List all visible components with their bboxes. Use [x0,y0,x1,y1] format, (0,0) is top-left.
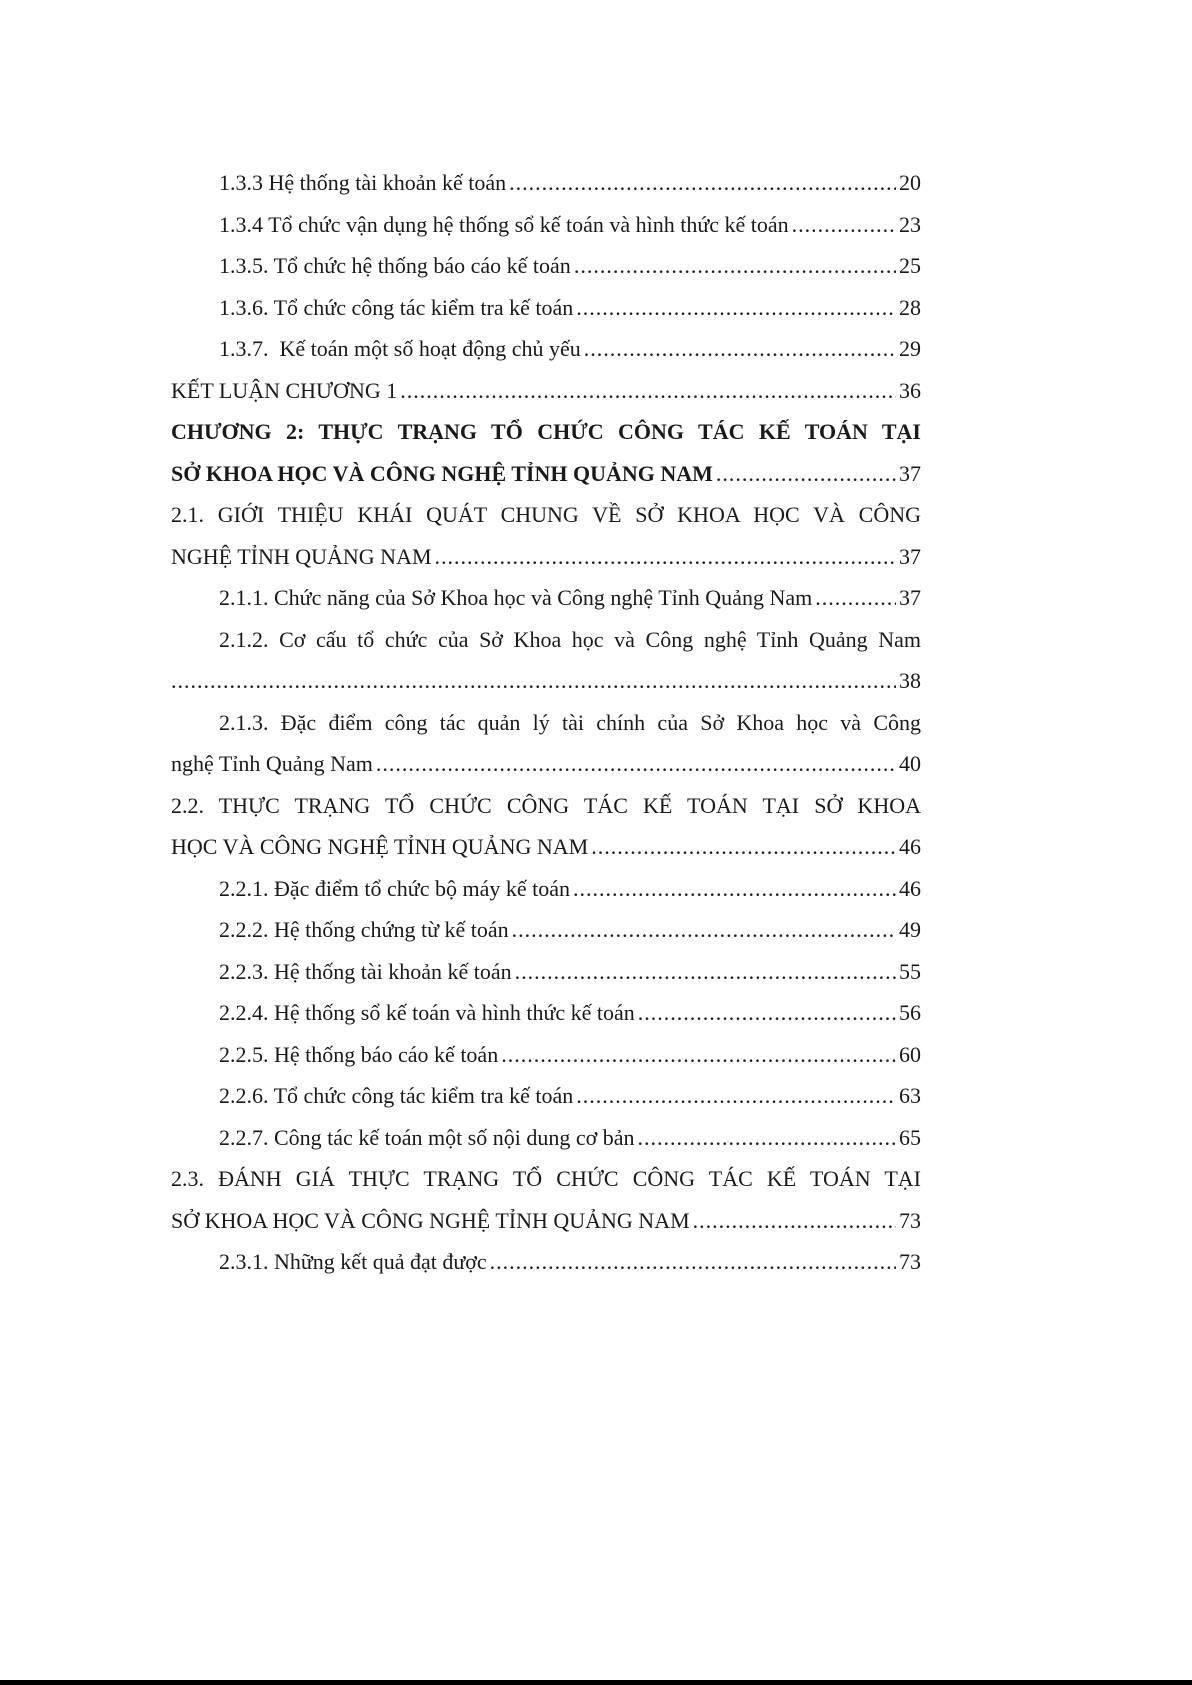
toc-entry [171,162,921,204]
dot-leader [490,1241,896,1283]
dot-leader [815,577,896,619]
toc-entry-page: 28 [899,294,921,320]
toc-entry-title-line2: SỞ KHOA HỌC VÀ CÔNG NGHỆ TỈNH QUẢNG NAM [171,1207,690,1233]
dot-leader [591,826,896,868]
toc-entry [171,287,921,329]
dot-leader [584,328,896,370]
toc-entry-section [171,785,921,868]
toc-entry-page: 37 [899,585,921,610]
toc-entry-page: 46 [899,834,921,859]
dot-leader [638,1117,896,1159]
toc-entry-page: 37 [899,460,921,486]
toc-entry-title: 1.3.3 Hệ thống tài khoản kế toán [219,170,507,195]
toc-entry-title-line2: SỞ KHOA HỌC VÀ CÔNG NGHỆ TỈNH QUẢNG NAM [171,460,713,486]
toc-entry-title: 1.3.6. Tổ chức công tác kiểm tra kế toán [219,294,574,320]
toc-entry [171,204,921,246]
toc-entry-title: 1.3.5. Tổ chức hệ thống báo cáo kế toán [219,253,571,278]
table-of-contents [171,162,921,1283]
toc-entry-page: 73 [899,1249,921,1274]
toc-entry-title: 2.2.2. Hệ thống chứng từ kế toán [219,917,509,942]
toc-entry-page: 60 [899,1041,921,1067]
toc-entry-title-line1: 2.2. THỰC TRẠNG TỔ CHỨC CÔNG TÁC KẾ TOÁN TẠI SỞ KHOA [171,792,921,818]
toc-entry-title: KẾT LUẬN CHƯƠNG 1 [171,377,398,403]
dot-leader [576,287,896,329]
toc-entry-page: 73 [899,1207,921,1233]
dot-leader [400,370,896,412]
toc-entry [171,868,921,910]
toc-entry-title: 1.3.4 Tổ chức vận dụng hệ thống sổ kế toán và hình thức kế toán [219,211,789,237]
toc-entry-page: 56 [899,1000,921,1025]
dot-leader [573,868,896,910]
toc-entry [171,619,921,702]
toc-entry [171,328,921,370]
toc-entry [171,951,921,993]
dot-leader [576,1075,896,1117]
page-bottom-edge [0,1680,1192,1685]
dot-leader [693,1200,896,1242]
toc-entry-page: 29 [899,336,921,361]
toc-entry-title: 2.2.7. Công tác kế toán một số nội dung cơ bản [219,1124,635,1150]
dot-leader [501,1034,896,1076]
toc-entry-page: 63 [899,1083,921,1108]
toc-entry [171,1075,921,1117]
toc-entry [171,1117,921,1159]
toc-entry [171,992,921,1034]
toc-entry-page: 23 [899,211,921,237]
toc-entry [171,909,921,951]
toc-entry-page: 46 [899,875,921,901]
dot-leader [171,660,896,702]
toc-entry-title-line1: 2.1.3. Đặc điểm công tác quản lý tài chính của Sở Khoa học và Công [219,709,921,735]
dot-leader [792,204,896,246]
toc-entry-title-line1: 2.1. GIỚI THIỆU KHÁI QUÁT CHUNG VỀ SỞ KHOA HỌC VÀ CÔNG [171,502,921,527]
toc-entry [171,702,921,785]
toc-entry-page: 20 [899,170,921,195]
dot-leader [509,162,896,204]
toc-entry-page: 37 [899,543,921,569]
toc-entry-title-line1: 2.3. ĐÁNH GIÁ THỰC TRẠNG TỔ CHỨC CÔNG TÁC KẾ TOÁN TẠI [171,1166,921,1191]
toc-entry-title: 2.1.1. Chức năng của Sở Khoa học và Công nghệ Tỉnh Quảng Nam [219,585,813,610]
toc-entry-section [171,1158,921,1241]
toc-entry-page: 25 [899,253,921,278]
toc-entry-page: 55 [899,958,921,984]
toc-entry-title: 2.2.4. Hệ thống sổ kế toán và hình thức kế toán [219,1000,635,1025]
toc-entry-title: 2.2.6. Tổ chức công tác kiểm tra kế toán [219,1083,574,1108]
toc-entry-title-line1: 2.1.2. Cơ cấu tổ chức của Sở Khoa học và Công nghệ Tỉnh Quảng Nam [219,626,921,652]
toc-entry-title-line1: CHƯƠNG 2: THỰC TRẠNG TỔ CHỨC CÔNG TÁC KẾ TOÁN TẠI [171,419,921,444]
toc-entry-chapter [171,411,921,494]
toc-entry-title-line2: NGHỆ TỈNH QUẢNG NAM [171,543,432,569]
toc-entry-title-line2: nghệ Tỉnh Quảng Nam [171,751,373,776]
dot-leader [716,453,896,495]
toc-entry-title: 2.2.1. Đặc điểm tổ chức bộ máy kế toán [219,875,570,901]
toc-entry-title: 2.2.5. Hệ thống báo cáo kế toán [219,1041,499,1067]
toc-entry [171,1034,921,1076]
toc-entry-page: 36 [899,377,921,403]
dot-leader [376,743,896,785]
toc-entry-title-line2: HỌC VÀ CÔNG NGHỆ TỈNH QUẢNG NAM [171,834,589,859]
toc-entry [171,1241,921,1283]
dot-leader [574,245,896,287]
dot-leader [512,909,896,951]
toc-entry [171,577,921,619]
toc-entry-page: 65 [899,1124,921,1150]
toc-entry-title: 1.3.7. Kế toán một số hoạt động chủ yếu [219,336,581,361]
dot-leader [435,536,896,578]
toc-entry [171,370,921,412]
toc-entry [171,245,921,287]
dot-leader [515,951,896,993]
dot-leader [638,992,896,1034]
toc-entry-page: 49 [899,917,921,942]
toc-entry-section [171,494,921,577]
toc-entry-title: 2.2.3. Hệ thống tài khoản kế toán [219,958,512,984]
toc-entry-page: 38 [899,668,921,693]
toc-entry-page: 40 [899,751,921,776]
toc-entry-title: 2.3.1. Những kết quả đạt được [219,1249,487,1274]
